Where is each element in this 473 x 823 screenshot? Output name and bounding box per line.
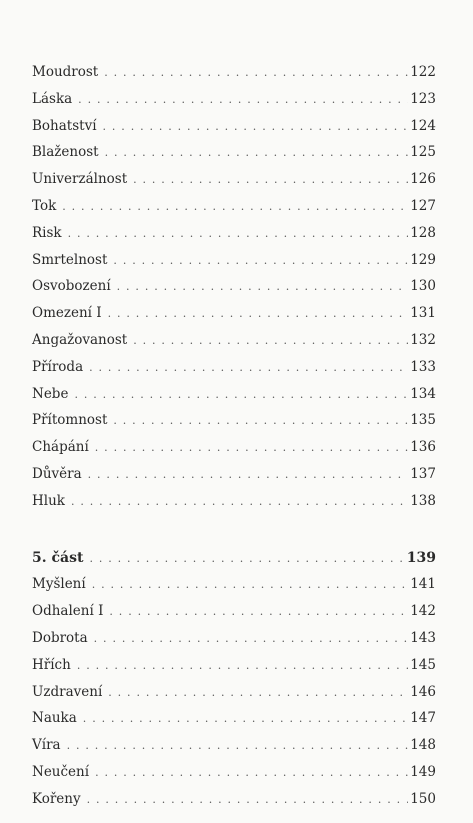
toc-entry[interactable] — [32, 64, 436, 91]
entry-title: Hřích — [32, 656, 71, 673]
entry-page-number: 135 — [410, 412, 436, 429]
toc-entry[interactable] — [32, 439, 436, 466]
dot-leader — [95, 441, 408, 454]
toc-section-heading[interactable] — [32, 550, 436, 577]
entry-title: Blaženost — [32, 144, 99, 161]
entry-page-number: 138 — [410, 492, 436, 509]
entry-page-number: 142 — [410, 603, 436, 620]
entry-page-number: 150 — [410, 790, 436, 807]
section-gap — [32, 520, 436, 550]
dot-leader — [83, 712, 408, 725]
dot-leader — [71, 495, 408, 508]
entry-title: Chápání — [32, 439, 89, 456]
entry-page-number: 123 — [410, 90, 436, 107]
toc-entry[interactable] — [32, 118, 436, 145]
toc-entry[interactable] — [32, 91, 436, 118]
entry-page-number: 141 — [410, 576, 436, 593]
toc-entry[interactable] — [32, 710, 436, 737]
entry-page-number: 147 — [410, 710, 436, 727]
entry-page-number: 122 — [410, 64, 436, 80]
entry-title: Myšlení — [32, 576, 86, 593]
entry-title: Neučení — [32, 763, 90, 780]
entry-page-number: 131 — [410, 305, 436, 322]
entry-page-number: 126 — [410, 171, 436, 188]
toc-entry[interactable] — [32, 630, 436, 657]
toc-entry[interactable] — [32, 493, 436, 520]
entry-title: Důvěra — [32, 465, 82, 482]
toc-entry[interactable] — [32, 332, 436, 359]
toc-entry[interactable] — [32, 171, 436, 198]
entry-title: Risk — [32, 224, 62, 241]
dot-leader — [89, 552, 404, 565]
entry-title: Příroda — [32, 358, 84, 375]
toc-entry[interactable] — [32, 791, 436, 818]
entry-title: Víra — [32, 737, 61, 754]
entry-title: Smrtelnost — [32, 251, 108, 268]
dot-leader — [104, 66, 408, 79]
dot-leader — [108, 307, 409, 320]
dot-leader — [103, 120, 409, 133]
entry-title: Osvobození — [32, 278, 111, 295]
entry-title: Omezení I — [32, 305, 102, 322]
entry-title: Kořeny — [32, 790, 81, 807]
entry-page-number: 148 — [410, 737, 436, 754]
toc-entry[interactable] — [32, 466, 436, 493]
toc-entry[interactable] — [32, 737, 436, 764]
entry-page-number: 145 — [410, 656, 436, 673]
entry-title: Tok — [32, 197, 57, 214]
dot-leader — [109, 605, 408, 618]
entry-page-number: 136 — [410, 439, 436, 456]
toc-entry[interactable] — [32, 684, 436, 711]
toc-entry[interactable] — [32, 225, 436, 252]
toc-entry[interactable] — [32, 412, 436, 439]
toc-entry[interactable] — [32, 764, 436, 791]
dot-leader — [88, 468, 409, 481]
toc-entry[interactable] — [32, 603, 436, 630]
dot-leader — [105, 146, 409, 159]
toc-entry[interactable] — [32, 252, 436, 279]
entry-title: Moudrost — [32, 64, 99, 80]
entry-page-number: 128 — [410, 224, 436, 241]
entry-page-number: 125 — [410, 144, 436, 161]
dot-leader — [117, 280, 409, 293]
entry-page-number: 149 — [410, 763, 436, 780]
entry-page-number: 129 — [410, 251, 436, 268]
toc-entry[interactable] — [32, 359, 436, 386]
entry-title: Dobrota — [32, 629, 88, 646]
entry-page-number: 127 — [410, 197, 436, 214]
entry-page-number: 146 — [410, 683, 436, 700]
dot-leader — [89, 361, 408, 374]
entry-title: Nebe — [32, 385, 69, 402]
dot-leader — [94, 632, 409, 645]
section-page-number: 139 — [406, 549, 436, 566]
entry-page-number: 137 — [410, 465, 436, 482]
dot-leader — [74, 388, 408, 401]
toc-entry[interactable] — [32, 198, 436, 225]
toc-entry[interactable] — [32, 576, 436, 603]
entry-page-number: 134 — [410, 385, 436, 402]
dot-leader — [92, 578, 409, 591]
section-title: 5. část — [32, 549, 84, 566]
entry-title: Bohatství — [32, 117, 97, 134]
entry-page-number: 124 — [410, 117, 436, 134]
entry-title: Uzdravení — [32, 683, 103, 700]
dot-leader — [77, 659, 408, 672]
entry-title: Přítomnost — [32, 412, 108, 429]
toc-entry[interactable] — [32, 386, 436, 413]
entry-title: Nauka — [32, 710, 77, 727]
dot-leader — [95, 766, 408, 779]
dot-leader — [68, 227, 409, 240]
dot-leader — [113, 254, 408, 267]
dot-leader — [87, 793, 409, 806]
toc-entry[interactable] — [32, 305, 436, 332]
dot-leader — [113, 414, 408, 427]
toc-entry[interactable] — [32, 144, 436, 171]
toc-entry[interactable] — [32, 657, 436, 684]
dot-leader — [62, 200, 408, 213]
entry-title: Láska — [32, 90, 73, 107]
entry-title: Odhalení I — [32, 603, 104, 620]
toc-entry[interactable] — [32, 278, 436, 305]
dot-leader — [67, 739, 409, 752]
table-of-contents — [32, 64, 436, 818]
dot-leader — [78, 93, 408, 106]
entry-page-number: 132 — [410, 331, 436, 348]
dot-leader — [133, 173, 408, 186]
entry-title: Univerzálnost — [32, 171, 128, 188]
dot-leader — [133, 334, 408, 347]
entry-page-number: 130 — [410, 278, 436, 295]
entry-title: Angažovanost — [32, 331, 128, 348]
entry-title: Hluk — [32, 492, 65, 509]
entry-page-number: 143 — [410, 629, 436, 646]
dot-leader — [108, 686, 408, 699]
entry-page-number: 133 — [410, 358, 436, 375]
